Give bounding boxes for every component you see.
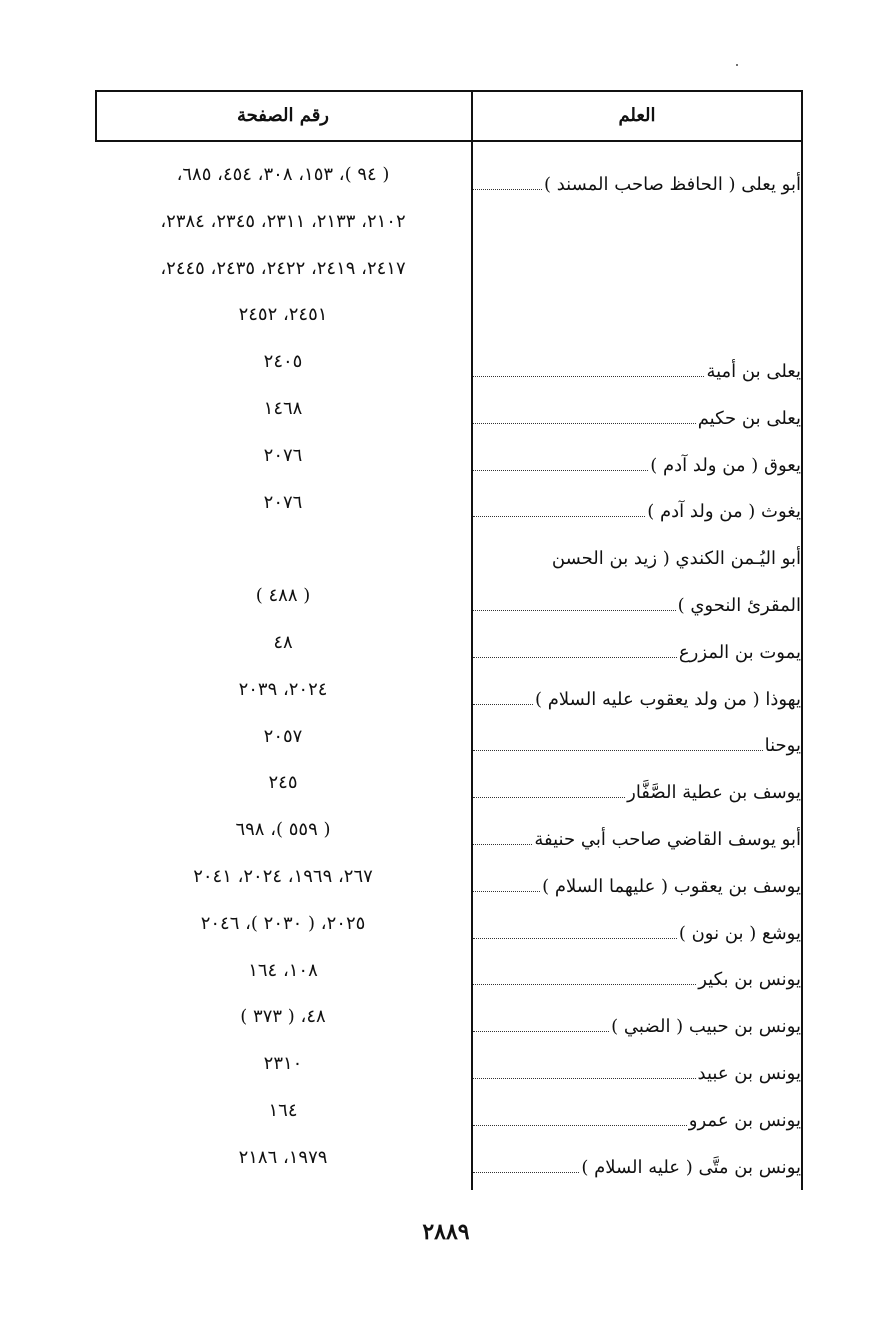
entry-pages: ٤٨ bbox=[273, 631, 293, 653]
entry-pages: ( ٩٤ )، ١٥٣، ٣٠٨، ٤٥٤، ٦٨٥، bbox=[176, 164, 390, 185]
index-row bbox=[95, 718, 803, 765]
dot-leader bbox=[473, 376, 704, 377]
entry-name-cell bbox=[473, 484, 801, 531]
entry-name: يموت بن المزرع bbox=[678, 641, 801, 663]
dot-leader bbox=[473, 189, 542, 190]
index-row bbox=[95, 671, 803, 718]
entry-name: يونس بن بكير bbox=[698, 969, 801, 991]
index-row bbox=[95, 156, 803, 203]
index-row bbox=[95, 390, 803, 437]
dot-leader bbox=[473, 610, 676, 611]
entry-name: يغوث ( من ولد آدم ) bbox=[647, 501, 801, 523]
entry-name: يونس بن عمرو bbox=[688, 1109, 801, 1131]
entry-name-cell bbox=[473, 1139, 801, 1186]
dot-leader bbox=[473, 891, 540, 892]
entry-name-cell bbox=[473, 577, 801, 624]
entry-pages: ٤٨، ( ٣٧٣ ) bbox=[240, 1006, 326, 1028]
index-row bbox=[95, 764, 803, 811]
dot-leader bbox=[473, 704, 533, 705]
dot-leader bbox=[473, 423, 696, 424]
page-number: ٢٨٨٩ bbox=[422, 1219, 470, 1245]
entry-name: يعلى بن أمية bbox=[706, 360, 801, 382]
entry-name-cell bbox=[473, 437, 801, 484]
entry-pages: ٢٠٧٦ bbox=[263, 444, 303, 466]
index-row bbox=[95, 858, 803, 905]
entry-pages: ٢٤٥١، ٢٤٥٢ bbox=[238, 304, 328, 326]
entry-name: يوحنا bbox=[764, 735, 801, 757]
entry-pages: ٢٠٢٥، ( ٢٠٣٠ )، ٢٠٤٦ bbox=[200, 912, 366, 934]
entry-name: يونس بن عبيد bbox=[697, 1062, 801, 1084]
dot-leader bbox=[473, 1125, 687, 1126]
entry-name: يوسف بن عطية الصَّفَّار bbox=[627, 782, 801, 804]
entry-name-cell bbox=[473, 1045, 801, 1092]
entry-pages: ٢٠٧٦ bbox=[263, 491, 303, 513]
index-row bbox=[95, 437, 803, 484]
dot-leader bbox=[473, 516, 645, 517]
dot-leader bbox=[473, 984, 696, 985]
entry-pages: ٢٤٠٥ bbox=[263, 351, 303, 373]
entry-pages: ٢٠٢٤، ٢٠٣٩ bbox=[238, 678, 328, 700]
entry-pages: ٢٤١٧، ٢٤١٩، ٢٤٢٢، ٢٤٣٥، ٢٤٤٥، bbox=[160, 257, 406, 279]
entry-pages: ( ٥٥٩ )، ٦٩٨ bbox=[235, 819, 331, 841]
entry-pages: ١٩٧٩، ٢١٨٦ bbox=[238, 1146, 328, 1168]
index-row bbox=[95, 203, 803, 250]
entry-name: أبو يوسف القاضي صاحب أبي حنيفة bbox=[534, 828, 801, 850]
index-row bbox=[95, 624, 803, 671]
entry-name-cell bbox=[473, 530, 801, 577]
entry-name-cell bbox=[473, 718, 801, 765]
entry-pages: ٢٦٧، ١٩٦٩، ٢٠٢٤، ٢٠٤١ bbox=[193, 865, 373, 887]
index-row bbox=[95, 577, 803, 624]
table-top-border bbox=[95, 90, 803, 92]
dot-leader bbox=[473, 1078, 696, 1079]
index-row bbox=[95, 998, 803, 1045]
stray-dot-mark bbox=[736, 64, 738, 66]
entry-name: يونس بن متَّى ( عليه السلام ) bbox=[581, 1156, 801, 1178]
entry-name-cell bbox=[473, 905, 801, 952]
index-row bbox=[95, 1045, 803, 1092]
entry-name-cell bbox=[473, 811, 801, 858]
dot-leader bbox=[473, 750, 763, 751]
index-row bbox=[95, 343, 803, 390]
entry-pages: ١٦٤ bbox=[268, 1099, 298, 1121]
dot-leader bbox=[473, 938, 677, 939]
index-row bbox=[95, 484, 803, 531]
entry-pages: ٢٠٥٧ bbox=[263, 725, 303, 747]
index-row bbox=[95, 1139, 803, 1186]
entry-name: أبو اليُـمن الكندي ( زيد بن الحسن bbox=[551, 548, 801, 570]
dot-leader bbox=[473, 470, 648, 471]
index-rows bbox=[95, 156, 803, 1186]
entry-name-cell bbox=[473, 671, 801, 718]
entry-name-cell bbox=[473, 250, 801, 297]
index-table bbox=[95, 90, 803, 1190]
entry-name: يعلى بن حكيم bbox=[697, 407, 801, 429]
entry-name-cell bbox=[473, 952, 801, 999]
index-row bbox=[95, 1092, 803, 1139]
entry-pages: ١٠٨، ١٦٤ bbox=[248, 959, 318, 981]
entry-name: يونس بن حبيب ( الضبي ) bbox=[611, 1016, 801, 1038]
dot-leader bbox=[473, 1031, 609, 1032]
index-row bbox=[95, 530, 803, 577]
entry-pages: ١٤٦٨ bbox=[263, 397, 303, 419]
entry-name-cell bbox=[473, 1092, 801, 1139]
entry-pages: ٢١٠٢، ٢١٣٣، ٢٣١١، ٢٣٤٥، ٢٣٨٤، bbox=[160, 210, 406, 232]
dot-leader bbox=[473, 844, 532, 845]
entry-name-cell bbox=[473, 296, 801, 343]
entry-pages bbox=[95, 530, 471, 577]
index-row bbox=[95, 296, 803, 343]
entry-name: يوشع ( بن نون ) bbox=[678, 922, 801, 944]
entry-name: يوسف بن يعقوب ( عليهما السلام ) bbox=[542, 875, 801, 897]
dot-leader bbox=[473, 657, 677, 658]
dot-leader bbox=[473, 1172, 579, 1173]
index-row bbox=[95, 905, 803, 952]
entry-pages: ٢٤٥ bbox=[268, 772, 298, 794]
entry-name-cell bbox=[473, 998, 801, 1045]
header-pages-column: رقم الصفحة bbox=[236, 105, 329, 126]
entry-name-cell bbox=[473, 390, 801, 437]
dot-leader bbox=[473, 797, 625, 798]
index-row bbox=[95, 952, 803, 999]
entry-name-cell bbox=[473, 203, 801, 250]
entry-name-cell bbox=[473, 624, 801, 671]
entry-pages: ٢٣١٠ bbox=[263, 1053, 303, 1075]
index-row bbox=[95, 811, 803, 858]
entry-name: أبو يعلى ( الحافظ صاحب المسند ) bbox=[543, 173, 801, 195]
entry-name: المقرئ النحوي ) bbox=[677, 594, 801, 616]
entry-pages: ( ٤٨٨ ) bbox=[255, 585, 311, 607]
entry-name-cell bbox=[473, 764, 801, 811]
entry-name-cell bbox=[473, 858, 801, 905]
entry-name: يهوذا ( من ولد يعقوب عليه السلام ) bbox=[535, 688, 801, 710]
index-row bbox=[95, 250, 803, 297]
table-header-border bbox=[95, 140, 803, 142]
header-name-column: العلم bbox=[618, 105, 656, 126]
entry-name-cell bbox=[473, 343, 801, 390]
entry-name: يعوق ( من ولد آدم ) bbox=[650, 454, 801, 476]
entry-name-cell bbox=[473, 156, 801, 203]
